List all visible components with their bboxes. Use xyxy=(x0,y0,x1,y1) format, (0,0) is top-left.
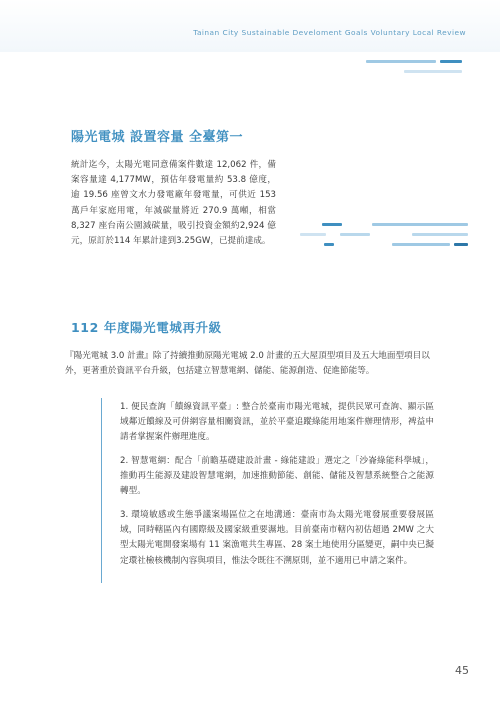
decor-bar xyxy=(300,233,326,236)
decor-bar xyxy=(412,233,468,236)
section-title-upgrade-112: 112 年度陽光電城再升級 xyxy=(71,320,222,335)
list-item-feeder-platform: 1. 便民查詢「饋線資訊平臺」: 整合於臺南市陽光電城，提供民眾可查詢、顯示區域鄰近饋線及可併網容量相關資訊，並於平臺追蹤綠能用地案件辦理情形，裨益申請者掌握案件辦理進度。 xyxy=(120,402,434,443)
decor-bar xyxy=(340,233,370,236)
decor-bar xyxy=(392,243,450,246)
decor-bar xyxy=(322,223,342,226)
lead-paragraph: 『陽光電城 3.0 計畫』除了持續推動原陽光電城 2.0 計畫的五大屋頂型項目及五大地面型項目以外，更著重於資訊平台升級，包括建立智慧電網、儲能、能源創造、促進節能等。 xyxy=(65,351,430,377)
decor-bar xyxy=(372,223,468,226)
decor-bar xyxy=(366,60,436,63)
list-item-smart-grid: 2. 智慧電網：配合「前瞻基礎建設計畫 - 綠能建設」選定之「沙崙綠能科學城」，推動再生能源及建設智慧電網，加速推動節能、創能、儲能及智慧系統整合之能源轉型。 xyxy=(120,456,434,497)
decor-bar xyxy=(440,60,462,63)
page-number: 45 xyxy=(455,664,469,677)
decor-bar xyxy=(454,243,468,246)
header-band xyxy=(0,0,500,52)
intro-paragraph: 統計迄今，太陽光電同意備案件數達 12,062 件，備案容量達 4,177MW，預估年發電量約 53.8 億度，逾 19.56 座曾文水力發電廠年發電量，可供近 153 萬戶年家庭用電，年減碳量將近 270.9 萬噸，相當 8,327 座台南公園減碳量，吸引投資金額約2,924 億元，原訂於114 年累計達到3.25GW，已提前達成。 xyxy=(71,160,276,247)
list-vertical-rule xyxy=(101,398,102,583)
decor-bar xyxy=(404,70,462,73)
decor-bar xyxy=(324,243,334,246)
running-header-title: Tainan City Sustainable Develoment Goals Voluntary Local Review xyxy=(193,28,466,37)
list-item-local-communication: 3. 環境敏感或生態爭議案場區位之在地溝通：臺南市為太陽光電發展重要發展區域，同時轄區內有國際級及國家級重要濕地。目前臺南市轄內初估超過 2MW 之大型太陽光電開發案場有 11 案漁電共生專區、28 案土地使用分區變更，嗣中央已擬定環社檢核機制內容與項目，惟法令既往不溯原則，並不適用已申請之案件。 xyxy=(120,510,434,566)
section-title-solar-capacity: 陽光電城 設置容量 全臺第一 xyxy=(71,130,244,145)
